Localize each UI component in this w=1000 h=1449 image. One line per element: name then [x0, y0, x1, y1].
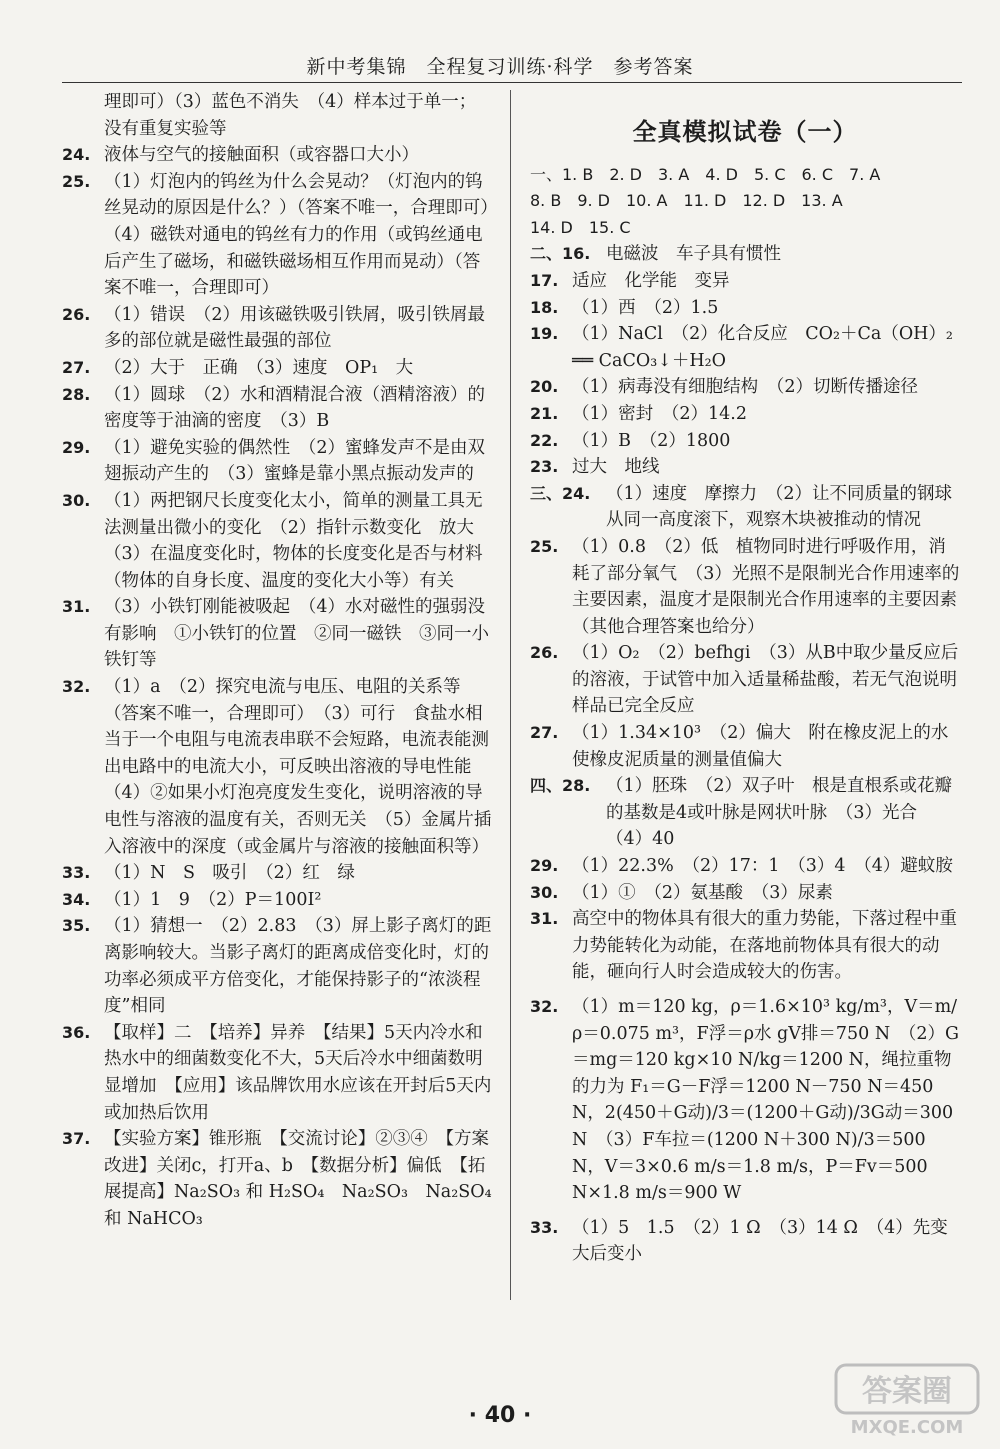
answer-text: （1）灯泡内的钨丝为什么会晃动？（灯泡内的钨丝晃动的原因是什么？）（答案不唯一，合理即可）（4）磁铁对通电的钨丝有力的作用（或钨丝通电后产生了磁场，和磁铁磁场相互作用而晃动）（答案不唯一，合理即可） — [104, 171, 489, 299]
answer-item — [530, 321, 960, 374]
answer-number: 32. — [62, 677, 91, 697]
svg-text:答案圈: 答案圈 — [862, 1374, 952, 1409]
answer-number: 37. — [62, 1129, 91, 1149]
page-number: · 40 · — [468, 1403, 532, 1428]
answer-number: 二、16. — [530, 244, 591, 264]
answer-number: 19. — [530, 324, 559, 344]
answer-item — [530, 268, 960, 295]
answer-item — [62, 860, 492, 887]
answer-item — [62, 1126, 492, 1232]
answer-number: 31. — [62, 597, 91, 617]
answer-text: （1）圆球 （2）水和酒精混合液（酒精溶液）的密度等于油滴的密度 （3）B — [104, 384, 486, 432]
answer-text: 【实验方案】锥形瓶 【交流讨论】②③④ 【方案改进】关闭c，打开a、b 【数据分析】偏低 【拓展提高】Na₂SO₃ 和 H₂SO₄ Na₂SO₃ Na₂SO₄ 和 NaHCO₃ — [104, 1129, 492, 1229]
answer-number: 33. — [62, 863, 91, 883]
answer-item — [530, 773, 960, 853]
answer-text: （1）O₂ （2）befhgi （3）从B中取少量反应后的溶液，于试管中加入适量稀盐酸，若无气泡说明样品已完全反应 — [572, 643, 959, 717]
answer-item — [62, 887, 492, 914]
answer-text: （1）5 1.5 （2）1 Ω （3）14 Ω （4）先变大后变小 — [572, 1217, 948, 1265]
answer-text: （1）1 9 （2）P＝100I² — [104, 889, 322, 910]
answer-item — [530, 241, 960, 268]
answer-item — [530, 454, 960, 481]
right-column — [530, 89, 960, 1268]
spacer — [530, 986, 960, 994]
answer-item — [62, 594, 492, 674]
answer-text: （1）西 （2）1.5 — [572, 297, 719, 318]
answer-text: 过大 地线 — [572, 457, 660, 478]
answer-text: （1）两把钢尺长度变化太小，简单的测量工具无法测量出微小的变化 （2）指针示数变化 放大（3）在温度变化时，物体的长度变化是否与材料（物体的自身长度、温度的变化大小等）有关 — [104, 490, 483, 591]
answer-item — [530, 295, 960, 322]
answer-number: 35. — [62, 916, 91, 936]
answer-item — [530, 534, 960, 640]
answer-text: （1）避免实验的偶然性 （2）蜜蜂发声不是由双翅振动产生的 （3）蜜蜂是靠小黑点振动发声的 — [104, 437, 486, 485]
answer-item — [62, 355, 492, 382]
svg-text:MXQE.COM: MXQE.COM — [850, 1417, 964, 1438]
answer-text: 【取样】二 【培养】异养 【结果】5天内冷水和热水中的细菌数变化不大，5天后冷水中细菌数明显增加 【应用】该品牌饮用水应该在开封后5天内或加热后饮用 — [104, 1022, 492, 1123]
spacer — [530, 1207, 960, 1215]
answer-number: 28. — [62, 384, 91, 404]
answer-number: 25. — [530, 536, 559, 556]
answer-number: 30. — [62, 490, 91, 510]
answer-text: （1）22.3% （2）17：1 （3）4 （4）避蚊胺 — [572, 856, 953, 877]
answer-text: （3）小铁钉刚能被吸起 （4）水对磁性的强弱没有影响 ①小铁钉的位置 ②同一磁铁 ③同一小铁钉等 — [104, 597, 489, 671]
answer-text: （1）病毒没有细胞结构 （2）切断传播途径 — [572, 377, 919, 398]
answer-text: （1）m＝120 kg，ρ＝1.6×10³ kg/m³，V＝m/ρ＝0.075 m³，F浮＝ρ水 gV排＝750 N （2）G＝mg＝120 kg×10 N/kg＝1200 N，绳拉重物的力为 F₁＝G－F浮＝1200 N－750 N＝450 N，2(450＋G动)/3＝(1200＋G动)/3G动＝300 N （3）F车拉＝(1200 N＋300 N)/3＝500 N，V＝3×0.6 m/s＝1.8 m/s，P＝Fv＝500 N×1.8 m/s＝900 W — [572, 997, 960, 1204]
answer-item — [530, 994, 960, 1207]
answer-item — [530, 374, 960, 401]
answer-number: 24. — [62, 145, 91, 165]
answer-item — [62, 302, 492, 355]
answer-text: （1）密封 （2）14.2 — [572, 403, 747, 424]
answer-number: 31. — [530, 909, 559, 929]
answer-number: 17. — [530, 270, 559, 290]
answer-item — [62, 169, 492, 302]
page-header: 新中考集锦 全程复习训练·科学 参考答案 — [306, 56, 694, 78]
answer-number: 27. — [530, 723, 559, 743]
answer-item — [62, 674, 492, 860]
answer-item — [530, 853, 960, 880]
answer-number: 26. — [62, 304, 91, 324]
answer-number: 四、28. — [530, 776, 591, 796]
answer-item — [530, 880, 960, 907]
answer-text: （1）a （2）探究电流与电压、电阻的关系等（答案不唯一，合理即可） （3）可行 食盐水相当于一个电阻与电流表串联不会短路，电流表能测出电路中的电流大小，可反映出溶液的导电性能 （4）②如果小灯泡亮度发生变化，说明溶液的导电性与溶液的温度有关，否则无关 （5）金属片插入溶液中的深度（或金属片与溶液的接触面积等） — [104, 677, 492, 857]
answer-number: 22. — [530, 430, 559, 450]
answer-text: （1）① （2）氨基酸 （3）尿素 — [572, 882, 833, 903]
answer-number: 33. — [530, 1217, 559, 1237]
left-column — [62, 89, 492, 1233]
answer-text: 适应 化学能 变异 — [572, 270, 730, 291]
answer-text: （1）猜想一 （2）2.83 （3）屏上影子离灯的距离影响较大。当影子离灯的距离成倍变化时，灯的功率必须成平方倍变化，才能保持影子的“浓淡程度”相同 — [104, 916, 492, 1017]
section-title: 全真模拟试卷（一） — [632, 118, 858, 146]
answer-number: 27. — [62, 357, 91, 377]
answer-text: 理即可）（3）蓝色不消失 （4）样本过于单一；没有重复实验等 — [104, 92, 477, 139]
answer-number: 32. — [530, 997, 559, 1016]
answer-number: 21. — [530, 403, 559, 423]
answer-item — [530, 640, 960, 720]
answer-item — [62, 382, 492, 435]
answer-item — [62, 913, 492, 1019]
mc-answer-line: 8. B 9. D 10. A 11. D 12. D 13. A — [530, 191, 843, 211]
answer-item — [62, 1020, 492, 1126]
answer-text: （1）1.34×10³ （2）偏大 附在橡皮泥上的水使橡皮泥质量的测量值偏大 — [572, 723, 949, 770]
answer-item — [530, 906, 960, 986]
answer-number: 36. — [62, 1022, 91, 1042]
answer-item — [62, 142, 492, 169]
answer-item — [62, 488, 492, 594]
answer-number: 30. — [530, 882, 559, 902]
answer-item — [530, 481, 960, 534]
mc-answer-line: 14. D 15. C — [530, 217, 631, 237]
answer-number: 25. — [62, 171, 91, 191]
answer-number: 23. — [530, 457, 559, 477]
answer-text: （2）大于 正确 （3）速度 OP₁ 大 — [104, 357, 414, 378]
answer-number: 18. — [530, 297, 559, 317]
answer-number: 三、24. — [530, 483, 591, 503]
answer-item — [530, 720, 960, 773]
answer-text: （1）错误 （2）用该磁铁吸引铁屑，吸引铁屑最多的部位就是磁性最强的部位 — [104, 304, 486, 352]
column-divider — [510, 90, 511, 1300]
answer-item — [62, 89, 492, 142]
answer-text: （1）0.8 （2）低 植物同时进行呼吸作用，消耗了部分氧气 （3）光照不是限制光合作用速率的主要因素，温度才是限制光合作用速率的主要因素（其他合理答案也给分） — [572, 536, 960, 637]
answer-number: 26. — [530, 643, 559, 663]
answer-number: 20. — [530, 377, 559, 397]
answer-text: （1）胚珠 （2）双子叶 根是直根系或花瓣的基数是4或叶脉是网状叶脉 （3）光合 （4）40 — [606, 776, 953, 850]
answer-item — [530, 428, 960, 455]
answer-text: 电磁波 车子具有惯性 — [606, 244, 781, 265]
answer-item — [62, 435, 492, 488]
answer-item — [530, 1215, 960, 1268]
answer-item — [530, 401, 960, 428]
answer-text: 液体与空气的接触面积（或容器口大小） — [104, 145, 419, 166]
header-rule — [62, 82, 962, 83]
mc-answer-line: 一、1. B 2. D 3. A 4. D 5. C 6. C 7. A — [530, 164, 881, 184]
answer-text: （1）B （2）1800 — [572, 430, 731, 451]
answer-number: 29. — [530, 856, 559, 876]
answer-text: （1）速度 摩擦力 （2）让不同质量的钢球从同一高度滚下，观察木块被推动的情况 — [606, 483, 953, 531]
answer-number: 29. — [62, 437, 91, 457]
answer-number: 34. — [62, 889, 91, 909]
answer-text: （1）N S 吸引 （2）红 绿 — [104, 863, 355, 884]
answer-text: 高空中的物体具有很大的重力势能，下落过程中重力势能转化为动能，在落地前物体具有很大的动能，砸向行人时会造成较大的伤害。 — [572, 909, 957, 983]
watermark-logo — [832, 1359, 982, 1439]
answer-text: （1）NaCl （2）化合反应 CO₂＋Ca（OH）₂ ══ CaCO₃↓＋H₂O — [572, 324, 953, 371]
